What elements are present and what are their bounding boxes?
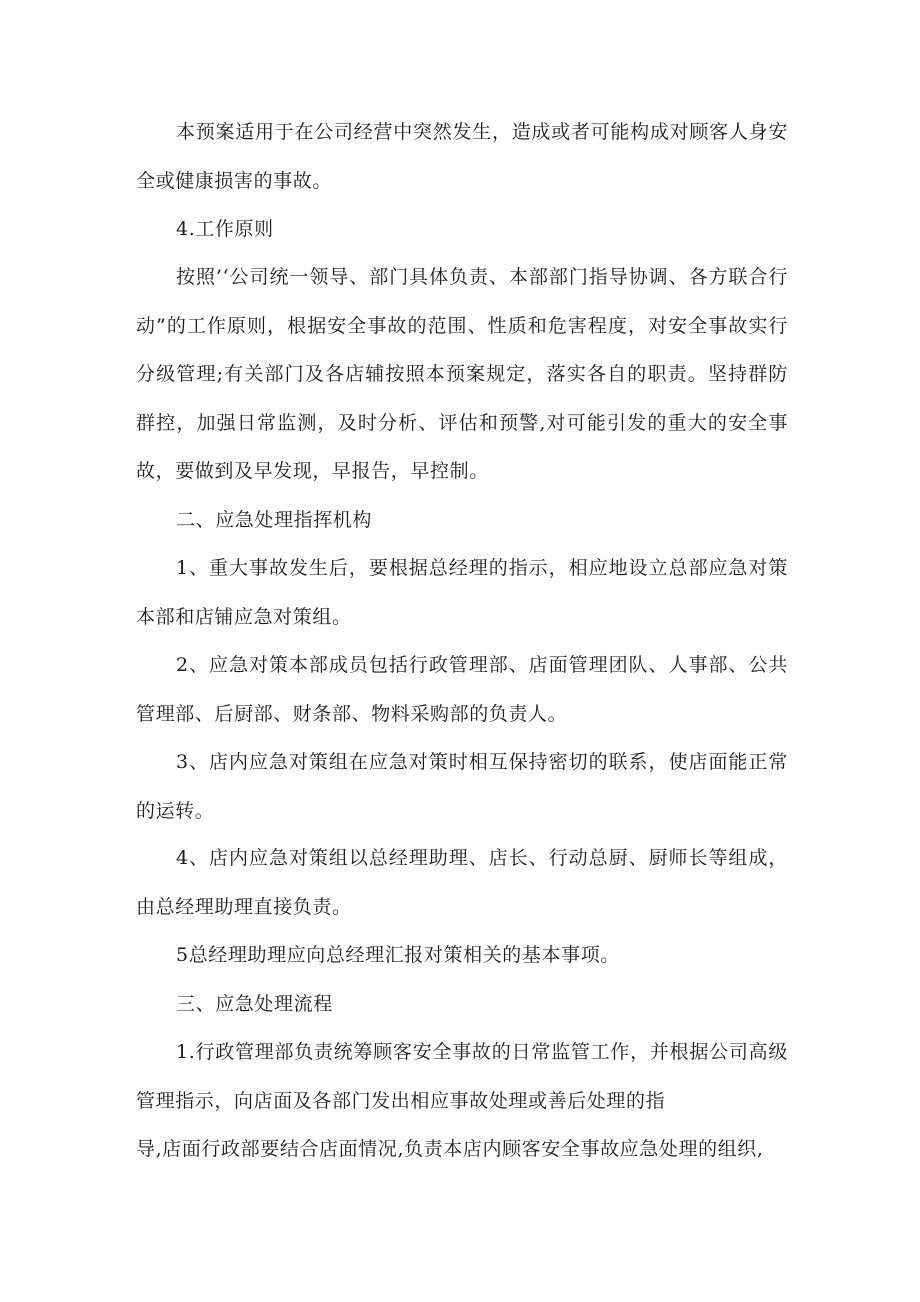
paragraph-item-5: 5总经理助理应向总经理汇报对策相关的基本事项。 <box>176 944 620 966</box>
paragraph-process-1: 1.行政管理部负责统筹顾客安全事故的日常监管工作，并根据公司高级管理指示，向店面及各部门发出相应事故处理或善后处理的指 <box>136 1041 788 1112</box>
paragraph-scope: 本预案适用于在公司经营中突然发生，造成或者可能构成对顾客人身安全或健康损害的事故。 <box>136 121 788 192</box>
paragraph-item-3: 3、店内应急对策组在应急对策时相互保持密切的联系，使店面能正常的运转。 <box>136 751 788 822</box>
paragraph-process-1-continued: 导,店面行政部要结合店面情况,负责本店内顾客安全事故应急处理的组织, <box>136 1138 764 1160</box>
paragraph-item-4: 4、店内应急对策组以总经理助理、店长、行动总厨、厨师长等组成，由总经理助理直接负责。 <box>136 847 788 918</box>
paragraph-work-principle: 按照’‘公司统一领导、部门具体负责、本部部门指导协调、各方联合行动”的工作原则，根据安全事故的范围、性质和危害程度，对安全事故实行分级管理;有关部门及各店辅按照本预案规定，落实各自的职责。坚持群防群控，加强日常监测，及时分析、评估和预警,对可能引发的重大的安全事故，要做到及早发现，早报告，早控制。 <box>136 266 788 482</box>
heading-process: 三、应急处理流程 <box>176 993 333 1015</box>
heading-command-structure: 二、应急处理指挥机构 <box>176 509 373 531</box>
heading-work-principle: 4.工作原则 <box>176 218 274 240</box>
paragraph-item-1: 1、重大事故发生后，要根据总经理的指示，相应地设立总部应急对策本部和店铺应急对策组。 <box>136 557 788 628</box>
paragraph-item-2: 2、应急对策本部成员包括行政管理部、店面管理团队、人事部、公共管理部、后厨部、财条部、物料采购部的负责人。 <box>136 654 788 725</box>
